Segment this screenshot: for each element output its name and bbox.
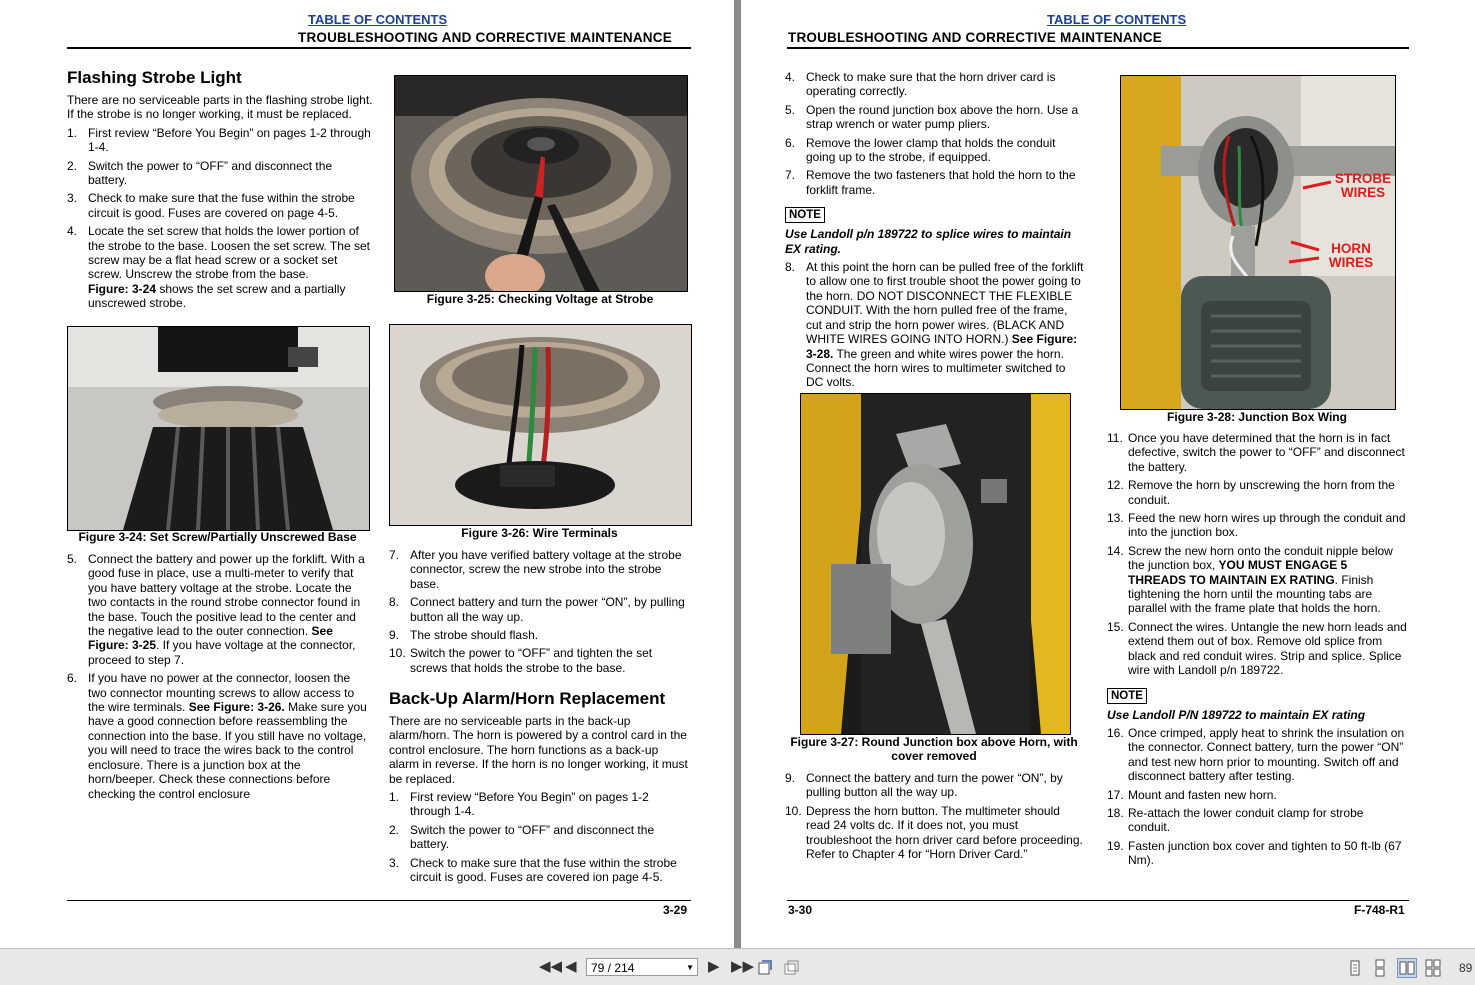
list-item [785, 771, 1085, 800]
note-text: Use Landoll P/N 189722 to maintain EX rating [1107, 707, 1366, 722]
step-number: 2. [67, 158, 78, 173]
footer-rule [67, 900, 691, 901]
step-text: Locate the set screw that holds the lower portion of the strobe to the base. Loosen the set screw. The set screw may be a flat head screw or a socket set screw. Unscrew the strobe from the base. [88, 224, 370, 282]
list-item [1107, 431, 1407, 474]
list-item [389, 548, 689, 591]
step-number: 3. [389, 855, 400, 870]
step-text: Remove the horn by unscrewing the horn from the conduit. [1128, 478, 1395, 507]
continuous-icon[interactable] [1370, 958, 1390, 978]
horn-steps-b [785, 771, 1085, 865]
step-number: 1. [389, 790, 400, 805]
list-item [1107, 478, 1407, 507]
page-field-value: 79 / 214 [591, 961, 635, 975]
strobe-text-block [67, 93, 373, 315]
step-number: 9. [389, 628, 400, 643]
step-number: 18. [1107, 805, 1124, 820]
figure-3-27-caption: Figure 3-27: Round Junction box above Horn, with cover removed [790, 735, 1078, 763]
step-text: Remove the lower clamp that holds the conduit going up to the strobe, if equipped. [806, 135, 1056, 165]
step-text: Switch the power to “OFF” and tighten the set screws that holds the strobe to the base. [410, 646, 653, 675]
step-number: 16. [1107, 725, 1124, 740]
step-text: Switch the power to “OFF” and disconnect the battery. [88, 158, 333, 188]
step-text: Connect battery and turn the power “ON”, by pulling button all the way up. [410, 595, 685, 624]
step-number: 19. [1107, 838, 1124, 853]
note-badge: NOTE [1107, 688, 1147, 704]
list-item [785, 103, 1085, 132]
step-number: 9. [785, 771, 796, 785]
step-number: 15. [1107, 619, 1124, 634]
footer-rule [787, 900, 1409, 901]
step-text: Make sure you have a good connection before reassembling the connection into the base. If you still have no voltage, you will need to trace the wires back to the control enclosure. There is a junction box at the horn/beeper. Check these connections before checking the control enclosure [88, 700, 367, 801]
step-text: . If you have voltage at the connector, proceed to step 7. [88, 638, 356, 667]
list-item [1107, 806, 1407, 835]
page-number: 3-29 [663, 903, 688, 917]
list-item [67, 159, 373, 188]
note-text: Use Landoll p/n 189722 to splice wires to maintain EX rating. [785, 227, 1072, 256]
step-number: 4. [67, 224, 78, 239]
step-text: First review “Before You Begin” on pages 1-2 through 1-4. [88, 125, 371, 155]
junction-box-image [801, 394, 1070, 734]
chevron-down-icon[interactable]: ▼ [686, 963, 694, 972]
strobe-steps-a [67, 126, 373, 311]
step-number: 5. [785, 102, 796, 117]
step-number: 3. [67, 191, 78, 206]
step-text: Connect the wires. Untangle the new horn leads and extend them out of box. Remove old splice from black and red conduit wires. Strip and splice. Splice wire with Landoll p/n 189722. [1128, 619, 1407, 678]
figure-3-25-caption: Figure 3-25: Checking Voltage at Strobe [426, 292, 654, 306]
section-title: TROUBLESHOOTING AND CORRECTIVE MAINTENANCE [298, 30, 672, 45]
list-item [67, 671, 367, 801]
figure-3-24-photo [67, 326, 370, 531]
step-number: 14. [1107, 543, 1124, 558]
first-page-icon[interactable]: ◀◀ [539, 958, 563, 975]
figure-3-26-caption: Figure 3-26: Wire Terminals [461, 526, 618, 540]
two-page-continuous-icon[interactable] [1423, 958, 1443, 978]
viewer-toolbar [0, 948, 1475, 985]
step-text: If you have no power at the connector, loosen the two connector mounting screws to allow access to the wire terminals. [88, 671, 355, 715]
step-number: 5. [67, 552, 78, 566]
step-text: Check to make sure that the fuse within the strobe circuit is good. Fuses are covered on page 4-5. [88, 191, 355, 220]
figure-3-26-photo [389, 324, 692, 526]
figure-reference[interactable]: See Figure: 3-28. [806, 332, 1078, 361]
step-text: The strobe should flash. [410, 628, 539, 643]
strobe-base-image [68, 327, 369, 530]
step-text: First review “Before You Begin” on pages 1-2 through 1-4. [410, 790, 649, 819]
document-code: F-748-R1 [1354, 903, 1405, 917]
step-number: 10. [785, 803, 802, 818]
step-number: 4. [785, 70, 796, 84]
strobe-wires-label: STROBE WIRES [1334, 171, 1392, 200]
header-rule [67, 47, 691, 49]
list-item [67, 126, 373, 155]
step-text: Switch the power to “OFF” and disconnect the battery. [410, 822, 655, 852]
step-number: 7. [389, 548, 400, 562]
step-number: 12. [1107, 478, 1124, 493]
list-item [1107, 511, 1407, 540]
last-page-icon[interactable]: ▶▶ [731, 958, 755, 975]
toc-link[interactable]: TABLE OF CONTENTS [1047, 12, 1187, 27]
list-item [389, 646, 689, 675]
list-item [785, 168, 1085, 197]
step-text: Check to make sure that the fuse within the strobe circuit is good. Fuses are covered ion page 4-5. [410, 855, 677, 885]
page-number: 3-30 [788, 903, 813, 917]
next-page-icon[interactable]: ▶ [708, 958, 720, 975]
figure-3-28-caption: Figure 3-28: Junction Box Wing [1167, 410, 1347, 424]
fit-icon[interactable] [781, 958, 801, 978]
figure-3-27-photo [800, 393, 1071, 735]
step-text: Check to make sure that the horn driver card is operating correctly. [806, 70, 1056, 99]
list-item [1107, 788, 1407, 802]
step-number: 8. [389, 595, 400, 610]
strobe-voltage-image [395, 76, 687, 291]
horn-steps-a [785, 70, 1085, 394]
step-number: 7. [785, 168, 796, 183]
step-text: Remove the two fasteners that hold the horn to the forklift frame. [806, 168, 1076, 197]
prev-page-icon[interactable]: ◀ [565, 958, 577, 975]
step-text: Screw the new horn onto the conduit nipple below the junction box, [1128, 543, 1393, 573]
step-number: 2. [389, 822, 400, 837]
list-item [67, 191, 373, 220]
figure-3-28-photo [1120, 75, 1396, 410]
step-text: Depress the horn button. The multimeter should read 24 volts dc. If it does not, you must troubleshoot the horn driver card before proceeding. Refer to Chapter 4 for “Horn Driver Card.” [806, 803, 1083, 862]
list-item [785, 804, 1085, 862]
right-page [741, 0, 1475, 948]
step-text: Mount and fasten new horn. [1128, 787, 1277, 802]
list-item [389, 595, 689, 624]
list-item [389, 823, 689, 852]
step-number: 17. [1107, 787, 1124, 802]
step-number: 11. [1107, 431, 1123, 445]
toc-link[interactable]: TABLE OF CONTENTS [308, 12, 448, 27]
step-number: 1. [67, 125, 78, 140]
heading-flashing-strobe: Flashing Strobe Light [67, 68, 242, 87]
step-text: Fasten junction box cover and tighten to 50 ft-lb (67 Nm). [1128, 838, 1402, 868]
list-item [67, 224, 373, 310]
step-text: At this point the horn can be pulled free of the forklift to allow one to first trouble shoot the power going to the horn. DO NOT DISCONNECT THE FLEXIBLE CONDUIT. With the horn pulled free of the frame, cut and strip the horn power wires. (BLACK AND WHITE WIRES GOING INTO HORN.) [806, 260, 1084, 347]
figure-reference[interactable]: Figure: 3-24 [88, 281, 157, 296]
step-text: . Finish tightening the horn until the mounting tabs are parallel with the frame plate that holds the horn. [1128, 572, 1381, 616]
list-item [1107, 839, 1407, 868]
step-text: The green and white wires power the horn. Connect the horn wires to multimeter switched to DC volts. [806, 346, 1066, 390]
figure-3-24-caption: Figure 3-24: Set Screw/Partially Unscrewed Base [78, 530, 357, 544]
step-number: 13. [1107, 511, 1124, 526]
list-item [389, 790, 689, 819]
wire-terminals-image [390, 325, 691, 525]
strobe-intro: There are no serviceable parts in the flashing strobe light. If the strobe is no longer working, it must be replaced. [67, 93, 373, 122]
two-page-icon[interactable] [1397, 958, 1417, 978]
horn-text-block [389, 714, 689, 888]
step-text: Connect the battery and turn the power “ON”, by pulling button all the way up. [806, 771, 1063, 800]
strobe-steps-c [389, 548, 689, 679]
step-text: After you have verified battery voltage at the strobe connector, screw the new strobe into the strobe base. [410, 548, 682, 591]
list-item [1107, 544, 1407, 616]
list-item [785, 70, 1085, 99]
heading-backup-alarm: Back-Up Alarm/Horn Replacement [389, 689, 666, 708]
list-item [1107, 620, 1407, 678]
step-number: 6. [785, 135, 796, 150]
step-text: Feed the new horn wires up through the conduit and into the junction box. [1128, 511, 1406, 540]
step-text: Connect the battery and power up the forklift. With a good fuse in place, use a multi-meter to verify that you have battery voltage at the strobe. Locate the two contacts in the round strobe connector found in the base. Touch the positive lead to the center and the negative lead to the outer connection. [88, 552, 365, 639]
figure-reference[interactable]: See Figure: 3-25 [88, 624, 333, 653]
page-number-input[interactable] [586, 958, 698, 976]
single-page-icon[interactable] [1345, 958, 1365, 978]
step-number: 8. [785, 260, 796, 275]
list-item [67, 552, 367, 667]
left-page [0, 0, 734, 948]
note-badge: NOTE [785, 207, 825, 223]
figure-3-25-photo [394, 75, 688, 292]
rotate-icon[interactable] [755, 958, 775, 978]
step-text: Once crimped, apply heat to shrink the insulation on the connector. Connect battery, turn the power “ON” and test new horn prior to mounting. Switch off and disconnect battery after testing. [1128, 725, 1405, 784]
step-number: 6. [67, 671, 78, 686]
header-rule [787, 47, 1409, 49]
ex-rating-warning: YOU MUST ENGAGE 5 THREADS TO MAINTAIN EX RATING [1128, 558, 1348, 587]
list-item [1107, 726, 1407, 784]
horn-wires-label: HORN WIRES [1328, 241, 1374, 270]
step-text: shows the set screw and a partially unscrewed strobe. [88, 281, 346, 311]
step-text: Once you have determined that the horn is in fact defective, switch the power to “OFF” and disconnect the battery. [1128, 431, 1405, 474]
list-item [785, 136, 1085, 165]
zoom-level[interactable]: 89 [1459, 961, 1473, 975]
section-title: TROUBLESHOOTING AND CORRECTIVE MAINTENANCE [788, 30, 1162, 45]
step-number: 10. [389, 646, 406, 661]
list-item [389, 628, 689, 642]
step-text: Re-attach the lower conduit clamp for strobe conduit. [1128, 805, 1364, 835]
figure-reference[interactable]: See Figure: 3-26. [188, 700, 285, 715]
step-text: Open the round junction box above the horn. Use a strap wrench or water pump pliers. [806, 102, 1079, 132]
list-item [389, 856, 689, 885]
list-item [785, 260, 1085, 390]
horn-intro: There are no serviceable parts in the back-up alarm/horn. The horn is powered by a control card in the control enclosure. The horn functions as a back-up alarm in reverse. If the horn is no longer working, it must be replaced. [389, 714, 688, 786]
strobe-steps-b [67, 552, 367, 805]
horn-steps-c [1107, 431, 1407, 872]
